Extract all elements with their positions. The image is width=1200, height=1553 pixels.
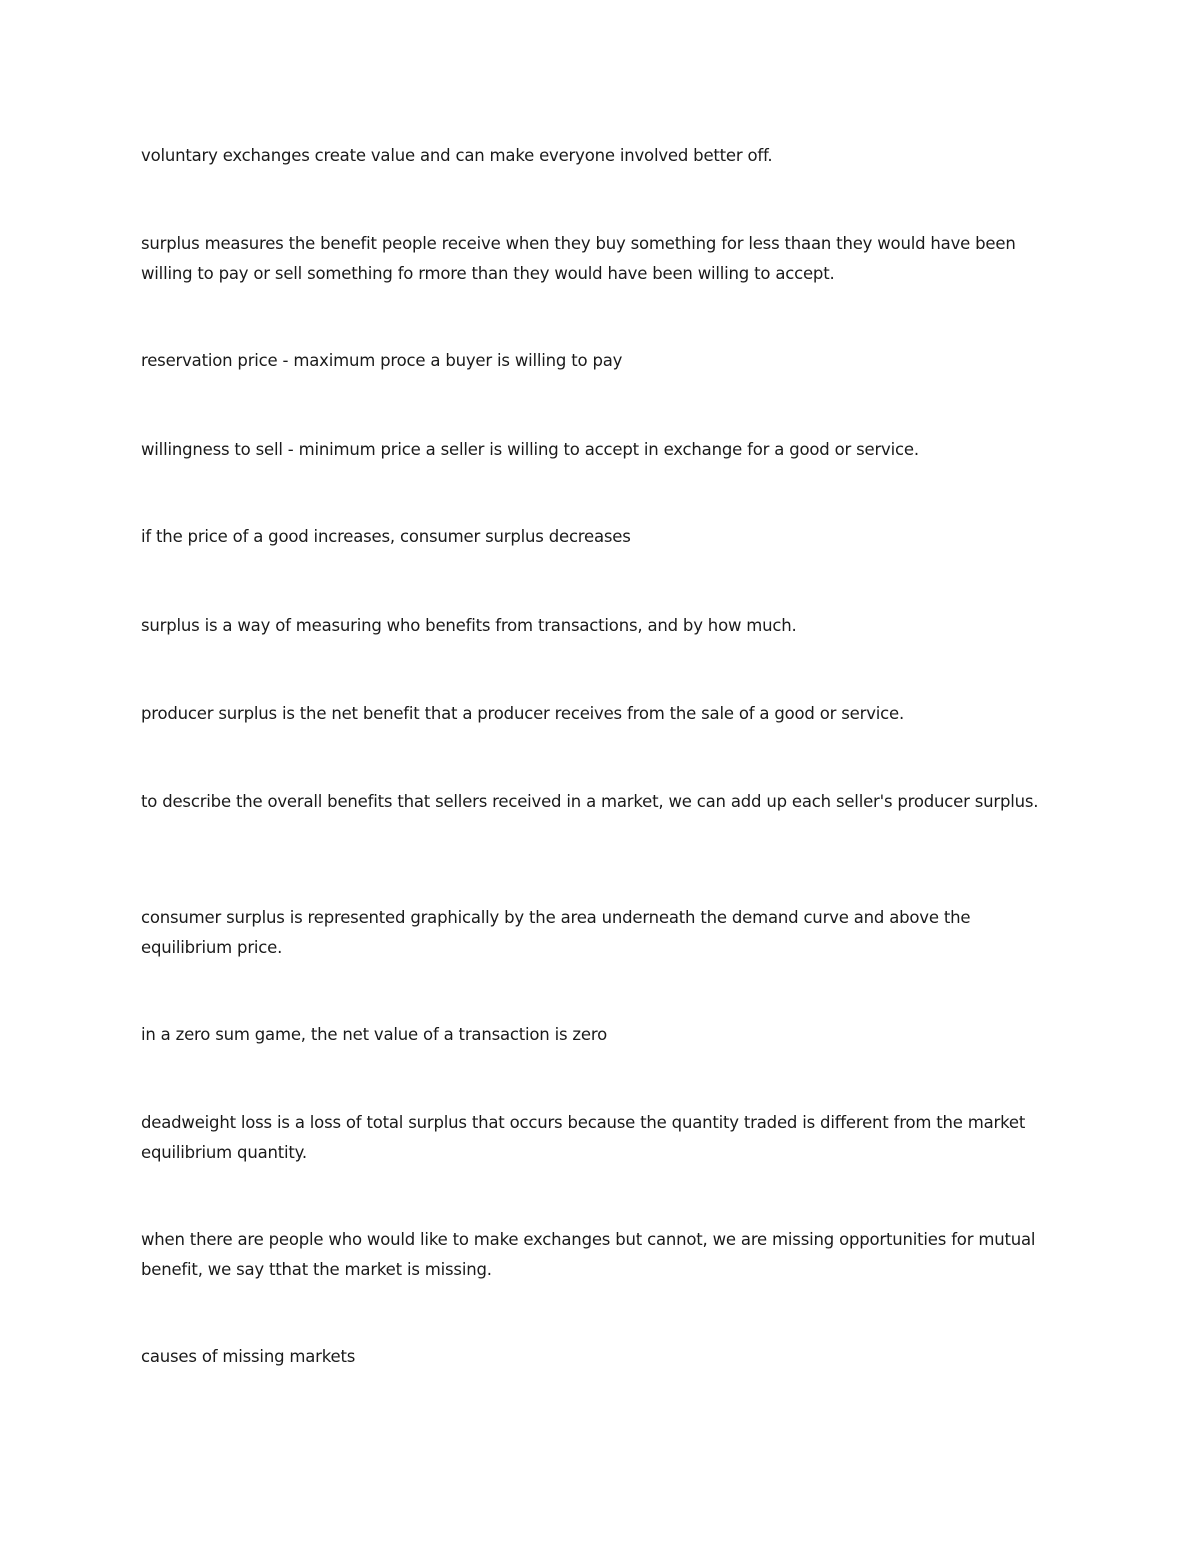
paragraph-missing-market: when there are people who would like to make exchanges but cannot, we are missing opportunities for mutual benefit, we say tthat the market is missing. xyxy=(141,1230,1036,1279)
paragraph-surplus-measures: surplus measures the benefit people receive when they buy something for less thaan they would have been willing to pay or sell something fo rmore than they would have been willing to accept. xyxy=(141,234,1016,283)
paragraph-price-increase: if the price of a good increases, consumer surplus decreases xyxy=(141,527,631,546)
paragraph-producer-surplus: producer surplus is the net benefit that a producer receives from the sale of a good or service. xyxy=(141,704,905,723)
paragraph-causes-missing-markets: causes of missing markets xyxy=(141,1347,356,1366)
paragraph-willingness-to-sell: willingness to sell - minimum price a seller is willing to accept in exchange for a good or service. xyxy=(141,440,919,459)
paragraph-zero-sum-game: in a zero sum game, the net value of a transaction is zero xyxy=(141,1025,607,1044)
paragraph-voluntary-exchanges: voluntary exchanges create value and can make everyone involved better off. xyxy=(141,146,773,165)
paragraph-surplus-definition: surplus is a way of measuring who benefits from transactions, and by how much. xyxy=(141,616,797,635)
paragraph-consumer-surplus-graph: consumer surplus is represented graphically by the area underneath the demand curve and above the equilibrium price. xyxy=(141,908,971,957)
paragraph-reservation-price: reservation price - maximum proce a buyer is willing to pay xyxy=(141,351,623,370)
paragraph-overall-benefits: to describe the overall benefits that sellers received in a market, we can add up each seller's producer surplus. xyxy=(141,792,1039,811)
paragraph-deadweight-loss: deadweight loss is a loss of total surplus that occurs because the quantity traded is different from the market equilibrium quantity. xyxy=(141,1113,1026,1162)
